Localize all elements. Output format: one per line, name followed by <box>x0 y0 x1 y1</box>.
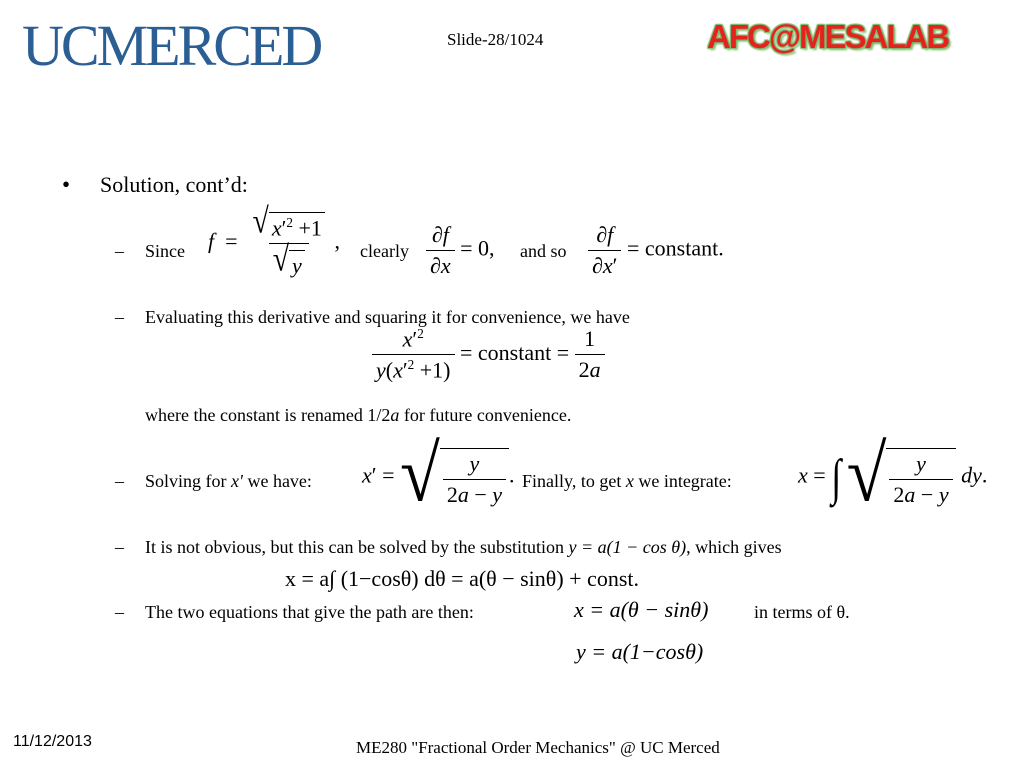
substitution-text <box>145 537 782 558</box>
afc-mesalab-logo: AFC@MESALAB <box>707 18 949 55</box>
slide-number: Slide-28/1024 <box>447 30 544 49</box>
substitution-prefix: It is not obvious, but this can be solved by the substitution <box>145 537 569 557</box>
ucmerced-logo: UCMERCED <box>22 13 321 78</box>
constant-word-2: constant <box>477 339 552 365</box>
finally-var: x <box>625 471 634 491</box>
solving-var: x′ <box>231 471 243 491</box>
path-text: The two equations that give the path are then: <box>145 602 474 622</box>
finally-text <box>522 471 732 492</box>
in-terms-of-text: in terms of θ. <box>754 602 850 622</box>
solving-suffix: we have: <box>242 471 312 491</box>
dash-2: – <box>115 307 124 327</box>
eq-path-y: y = a(1−cosθ) <box>576 639 704 664</box>
solving-prefix: Solving for <box>145 471 232 491</box>
eq-squared: $\frac{x'^2}{y(x'^2 +1)}$ = constant = $\frac{1}{2a}$ <box>372 326 605 384</box>
dash-4: – <box>115 537 124 557</box>
eq-xprime: x′ = √ $\frac{y}{2a - y}$ . <box>362 428 515 518</box>
eq-integral-result: x = a∫ (1−cosθ) dθ = a(θ − sinθ) + const. <box>285 566 639 591</box>
evaluating-text: Evaluating this derivative and squaring it for convenience, we have <box>145 307 630 327</box>
eq-df-dxprime: $\frac{\partial f}{\partial x'}$ = constant. <box>588 222 724 279</box>
clearly-label: clearly <box>360 241 409 261</box>
constant-word-1: constant. <box>644 235 724 261</box>
footer-course: ME280 "Fractional Order Mechanics" @ UC Merced <box>356 738 720 757</box>
constant-note <box>145 405 571 426</box>
bullet-symbol: • <box>62 172 71 197</box>
note-var: a <box>390 405 400 425</box>
slide-heading: Solution, cont’d: <box>100 172 248 197</box>
and-so-label: and so <box>520 241 567 261</box>
substitution-suffix: , which gives <box>686 537 782 557</box>
eq-path-x: x = a(θ − sinθ) <box>574 597 709 622</box>
since-label: Since <box>145 241 185 261</box>
note-suffix: for future convenience. <box>399 405 572 425</box>
eq-x-integral: x = ∫ √ $\frac{y}{2a - y}$ dy. <box>798 428 988 518</box>
dash-1: – <box>115 241 124 261</box>
eq-df-dx: $\frac{\partial f}{\partial x}$ = 0, <box>426 222 495 279</box>
finally-suffix: we integrate: <box>633 471 732 491</box>
solving-text <box>145 471 312 492</box>
substitution-eq: y = a(1 − cos θ) <box>568 537 687 557</box>
dash-3: – <box>115 471 124 491</box>
note-prefix: where the constant is renamed 1/2 <box>145 405 391 425</box>
dash-5: – <box>115 602 124 622</box>
footer-date: 11/12/2013 <box>13 733 92 750</box>
eq-f-definition: f = √ $x'^2 +1$ √ y , <box>208 202 340 280</box>
finally-prefix: Finally, to get <box>522 471 626 491</box>
